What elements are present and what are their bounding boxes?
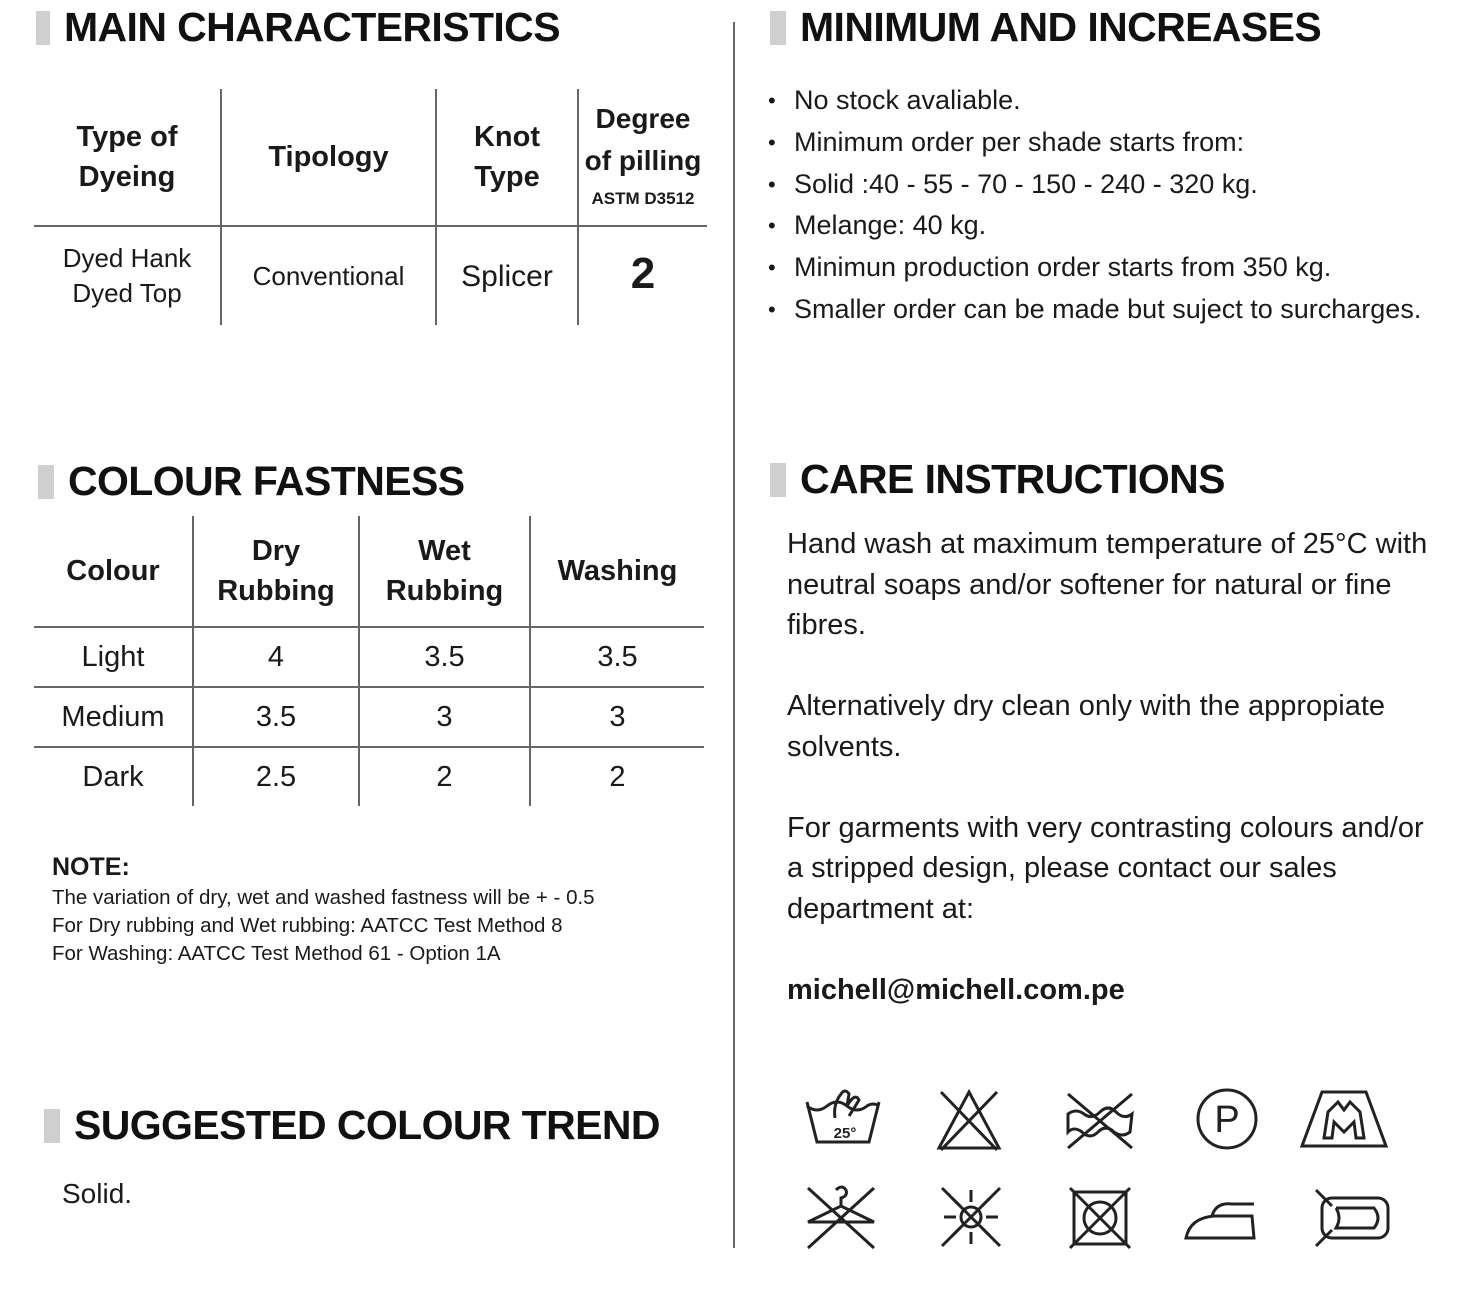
note-line: For Dry rubbing and Wet rubbing: AATCC Test Method 8	[52, 914, 563, 937]
table-header-row	[34, 516, 704, 627]
heading-bar	[38, 465, 54, 499]
flat-dry-icon	[1298, 1088, 1390, 1150]
cell-wet: 2	[359, 747, 530, 806]
note-line: The variation of dry, wet and washed fastness will be + - 0.5	[52, 886, 595, 909]
heading-bar	[36, 11, 50, 45]
cell-wet: 3.5	[359, 627, 530, 687]
cell-washing: 3	[530, 687, 704, 747]
header-degree-of-pilling: Degree of pilling ASTM D3512	[578, 89, 707, 226]
list-item: • Minimum order per shade starts from:	[768, 122, 1428, 164]
dry-clean-p-icon	[1194, 1086, 1260, 1152]
dry-in-shade-icon	[1312, 1186, 1396, 1250]
header-tipology: Tipology	[221, 89, 436, 226]
cell-wet: 3	[359, 687, 530, 747]
care-instructions-title: CARE INSTRUCTIONS	[800, 456, 1225, 502]
cell-dyeing: Dyed Hank Dyed Top	[34, 226, 221, 325]
wash-temperature-label: 25°	[833, 1125, 857, 1142]
do-not-sun-dry-icon	[938, 1184, 1004, 1250]
cell-dry: 3.5	[193, 687, 359, 747]
suggested-colour-trend-title: SUGGESTED COLOUR TREND	[74, 1102, 660, 1148]
do-not-hang-dry-icon	[802, 1184, 880, 1252]
minimum-and-increases-title: MINIMUM AND INCREASES	[800, 4, 1322, 50]
main-characteristics-title: MAIN CHARACTERISTICS	[64, 4, 560, 50]
care-paragraph: Alternatively dry clean only with the appropiate solvents.	[787, 690, 1386, 763]
cell-colour: Light	[34, 627, 193, 687]
do-not-wring-icon	[1062, 1088, 1136, 1152]
note-title: NOTE:	[52, 853, 130, 881]
cell-dry: 4	[193, 627, 359, 687]
header-dry-rubbing: Dry Rubbing	[193, 516, 359, 627]
cell-dry: 2.5	[193, 747, 359, 806]
hand-wash-25-icon	[803, 1084, 883, 1150]
colour-fastness-table	[34, 516, 704, 806]
header-washing: Washing	[530, 516, 704, 627]
table-row	[34, 687, 704, 747]
table-row	[34, 747, 704, 806]
minimum-list	[768, 80, 1428, 331]
list-item: • Solid :40 - 55 - 70 - 150 - 240 - 320 kg.	[768, 164, 1428, 206]
care-instructions-heading	[770, 456, 1225, 503]
do-not-bleach-icon	[935, 1088, 1003, 1152]
heading-bar	[770, 463, 786, 497]
fastness-note	[52, 850, 595, 968]
care-paragraph: For garments with very contrasting colours and/or a stripped design, please contact our sales department at:	[787, 811, 1424, 925]
dry-clean-letter: P	[1214, 1099, 1240, 1141]
cell-colour: Medium	[34, 687, 193, 747]
list-item: • No stock avaliable.	[768, 80, 1428, 122]
heading-bar	[770, 11, 786, 45]
heading-bar	[44, 1109, 60, 1143]
header-colour: Colour	[34, 516, 193, 627]
colour-fastness-heading	[38, 458, 464, 505]
care-paragraph: Hand wash at maximum temperature of 25°C with neutral soaps and/or softener for natural or fine fibres.	[787, 528, 1428, 641]
main-characteristics-heading	[36, 4, 560, 51]
suggested-colour-trend-heading	[44, 1102, 660, 1149]
column-divider	[733, 22, 735, 1248]
colour-fastness-title: COLOUR FASTNESS	[68, 458, 465, 504]
cell-washing: 3.5	[530, 627, 704, 687]
colour-trend-value: Solid.	[62, 1178, 133, 1209]
main-characteristics-table	[34, 89, 707, 325]
cell-washing: 2	[609, 760, 626, 793]
table-row	[34, 226, 707, 325]
note-line: For Washing: AATCC Test Method 61 - Option 1A	[52, 942, 501, 965]
cell-tipology: Conventional	[221, 226, 436, 325]
cell-colour: Dark	[34, 747, 193, 806]
header-knot-type: Knot Type	[436, 89, 578, 226]
list-item: • Minimun production order starts from 350 kg.	[768, 247, 1428, 289]
minimum-and-increases-heading	[770, 4, 1321, 51]
table-header-row	[34, 89, 707, 226]
do-not-tumble-dry-icon	[1068, 1184, 1132, 1250]
header-type-of-dyeing: Type of Dyeing	[34, 89, 221, 226]
table-row	[34, 627, 704, 687]
iron-icon	[1182, 1198, 1258, 1242]
cell-degree: 2	[630, 248, 656, 298]
contact-email: michell@michell.com.pe	[787, 973, 1125, 1006]
care-instructions-text	[787, 524, 1447, 1051]
header-wet-rubbing: Wet Rubbing	[359, 516, 530, 627]
list-item: • Melange: 40 kg.	[768, 205, 1428, 247]
cell-knot: Splicer	[436, 226, 578, 325]
list-item: • Smaller order can be made but suject to surcharges.	[768, 289, 1428, 331]
